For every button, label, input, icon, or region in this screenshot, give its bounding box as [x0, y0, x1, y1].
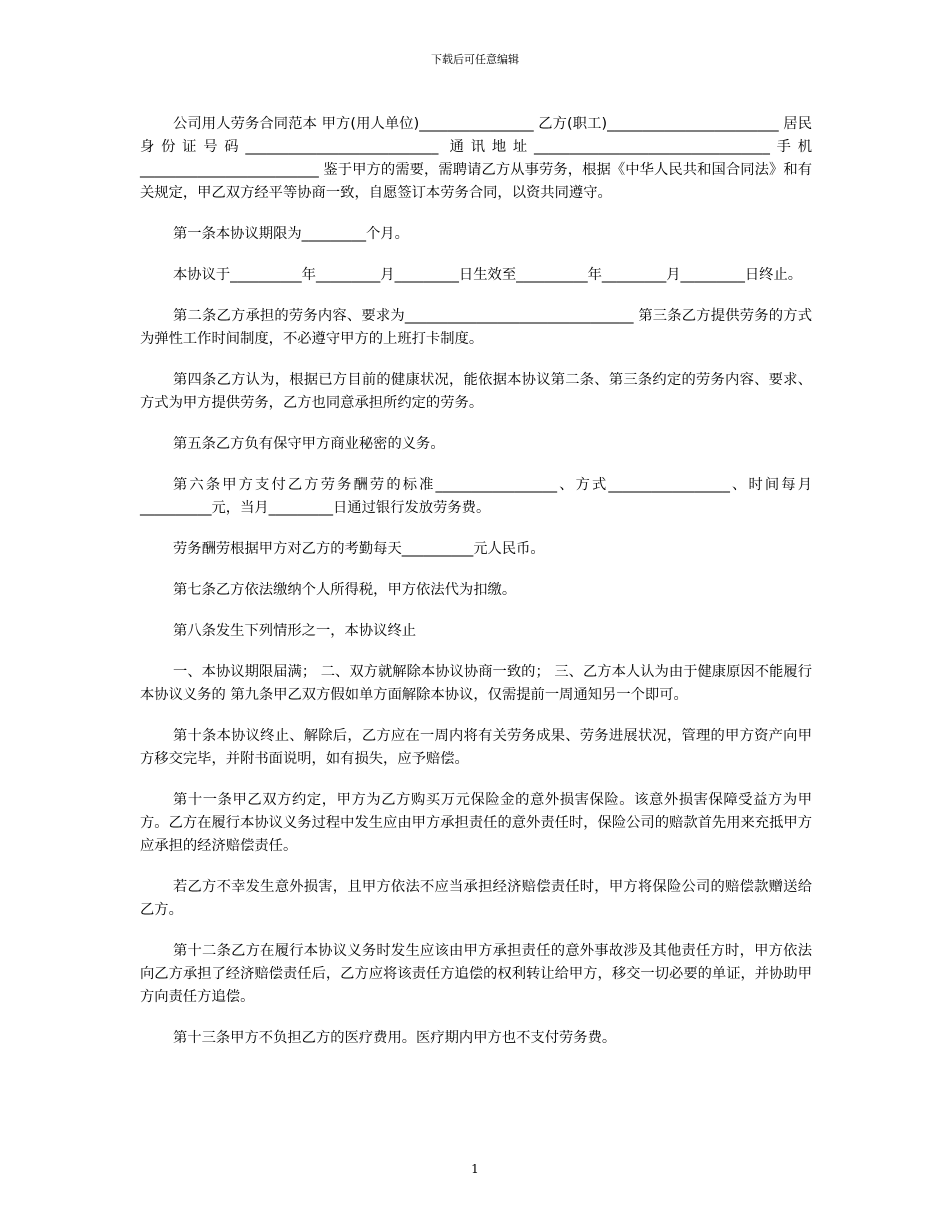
- paragraph-article-4: 第四条乙方认为，根据已方目前的健康状况，能依据本协议第二条、第三条约定的劳务内容、要求、方式为甲方提供劳务，乙方也同意承担所约定的劳务。: [140, 372, 812, 411]
- paragraph-term-dates: 本协议于__________年_________月_________日生效至__________年_________月_________日终止。: [173, 267, 803, 283]
- paragraph-article-12: 第十二条乙方在履行本协议义务时发生应该由甲方承担责任的意外事故涉及其他责任方时，甲方依法向乙方承担了经济赔偿责任后，乙方应将该责任方追偿的权利转让给甲方，移交一切必要的单证，并协助甲方向责任方追偿。: [140, 943, 812, 1005]
- paragraph-article-10: 第十条本协议终止、解除后，乙方应在一周内将有关劳务成果、劳务进展状况，管理的甲方资产向甲方移交完毕，并附书面说明，如有损失，应予赔偿。: [140, 728, 812, 767]
- paragraph-insurance-gift: 若乙方不幸发生意外损害，且甲方依法不应当承担经济赔偿责任时，甲方将保险公司的赔偿款赠送给乙方。: [140, 879, 812, 918]
- paragraph-article-7: 第七条乙方依法缴纳个人所得税，甲方依法代为扣缴。: [173, 582, 517, 598]
- paragraph-article-11: 第十一条甲乙双方约定，甲方为乙方购买万元保险金的意外损害保险。该意外损害保障受益方为甲方。乙方在履行本协议义务过程中发生应由甲方承担责任的意外责任时，保险公司的赔款首先用来充抵甲方应承担的经济赔偿责任。: [140, 792, 812, 854]
- paragraph-article-13: 第十三条甲方不负担乙方的医疗费用。医疗期内甲方也不支付劳务费。: [173, 1030, 617, 1046]
- paragraph-article-2-3: 第二条乙方承担的劳务内容、要求为________________________________ 第三条乙方提供劳务的方式为弹性工作时间制度，不必遵守甲方的上班打卡制度。: [140, 308, 812, 347]
- paragraph-intro: 公司用人劳务合同范本 甲方(用人单位)________________ 乙方(职工)________________________ 居民身份证号码___________________________ 通讯地址_________________________________手机_________________________ 鉴于甲方的需要，需聘请乙方从事劳务，根据《中华人民共和国合同法》和有关规定，甲乙双方经平等协商一致，自愿签订本劳务合同，以资共同遵守。: [140, 116, 812, 201]
- paragraph-article-8: 第八条发生下列情形之一，本协议终止: [173, 623, 417, 639]
- paragraph-article-6: 第六条甲方支付乙方劳务酬劳的标准_________________、方式_________________、时间每月__________元，当月_________日通过银行发放劳务费。: [140, 477, 812, 516]
- paragraph-article-5: 第五条乙方负有保守甲方商业秘密的义务。: [173, 436, 445, 452]
- paragraph-article-1: 第一条本协议期限为_________个月。: [173, 226, 409, 242]
- page-header: 下载后可任意编辑: [431, 53, 519, 66]
- paragraph-termination-cases: 一、本协议期限届满； 二、双方就解除本协议协商一致的； 三、乙方本人认为由于健康原因不能履行本协议义务的 第九条甲乙双方假如单方面解除本协议，仅需提前一周通知另一个即可。: [140, 664, 812, 703]
- document-body: [140, 113, 812, 1068]
- paragraph-daily-pay: 劳务酬劳根据甲方对乙方的考勤每天__________元人民币。: [173, 541, 545, 557]
- page-number: 1: [471, 1162, 479, 1176]
